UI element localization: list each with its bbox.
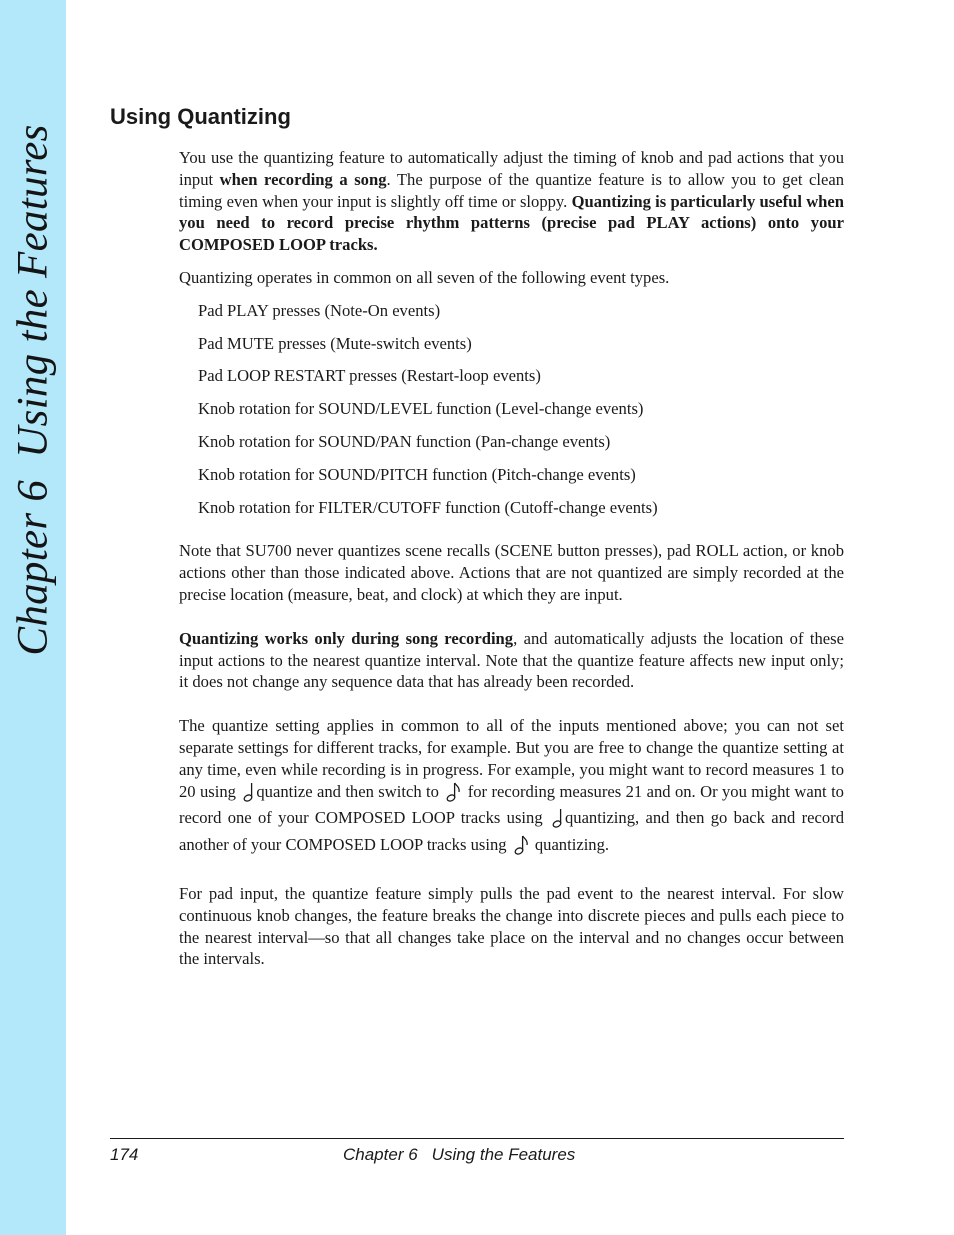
body-content: [179, 147, 844, 970]
list-item: Knob rotation for SOUND/PITCH function (Pitch-change events): [198, 464, 636, 484]
footer-title: Using the Features: [431, 1145, 576, 1164]
setting-text-2: quantize and then switch to: [256, 781, 444, 801]
intro-paragraph: [179, 147, 844, 256]
setting-text-5: quantizing.: [530, 835, 610, 855]
setting-text-3: for recording measures 21 and on. Or you might want to record one of your COMPOSED LOOP tracks using: [179, 781, 844, 828]
intro-bold-2: Quantizing is particularly useful when you need to record precise rhythm patterns (precise pad PLAY actions) onto your COMPOSED LOOP tracks.: [179, 191, 844, 255]
side-chapter-label: Chapter 6: [9, 479, 57, 656]
list-item: Knob rotation for FILTER/CUTOFF function (Cutoff-change events): [198, 497, 658, 517]
side-chapter-title: Using the Features: [9, 124, 57, 458]
recording-bold: Quantizing works only during song recording: [179, 628, 514, 648]
chapter-side-title: [9, 124, 58, 655]
chapter-side-band: [0, 0, 66, 1235]
list-item: Knob rotation for SOUND/PAN function (Pan-change events): [198, 431, 611, 451]
events-intro: Quantizing operates in common on all seven of the following event types.: [179, 267, 670, 287]
footer-rule: [110, 1138, 844, 1139]
eighth-note-icon: [445, 782, 461, 808]
eighth-note-icon: [513, 835, 529, 861]
setting-text-1: The quantize setting applies in common to all of the inputs mentioned above; you can not set separate settings for different tracks, for example. But you are free to change the quantize setting at any time, even while recording is in progress. For example, you might want to record measures 1 to 20 using: [179, 716, 844, 801]
intro-text-2: . The purpose of the quantize feature is to allow you to get clean timing even when your input is slightly off time or sloppy.: [179, 169, 844, 211]
pad-input-paragraph: For pad input, the quantize feature simply pulls the pad event to the nearest interval. For slow continuous knob changes, the feature breaks the change into discrete pieces and pulls each piece to the nearest interval—so that all changes take place on the interval and no changes occur between the intervals.: [179, 883, 844, 969]
section-heading: Using Quantizing: [110, 104, 291, 129]
quarter-note-icon: [242, 782, 254, 808]
list-item: Pad LOOP RESTART presses (Restart-loop events): [198, 366, 541, 386]
list-item: Pad MUTE presses (Mute-switch events): [198, 333, 472, 353]
note-paragraph: Note that SU700 never quantizes scene recalls (SCENE button presses), pad ROLL action, or knob actions other than those indicated above. Actions that are not quantized are simply recorded at the precise location (measure, beat, and clock) at which they are input.: [179, 541, 844, 604]
list-item: Knob rotation for SOUND/LEVEL function (Level-change events): [198, 399, 644, 419]
setting-paragraph: [179, 715, 844, 861]
recording-text: , and automatically adjusts the location of these input actions to the nearest quantize interval. Note that the quantize feature affects new input only; it does not change any sequence data that has already been recorded.: [179, 628, 844, 692]
intro-bold-1: when recording a song: [219, 169, 387, 189]
page-number: 174: [110, 1145, 139, 1164]
intro-text-1: You use the quantizing feature to automatically adjust the timing of knob and pad actions that you input: [179, 148, 844, 189]
footer-chapter-label: Chapter 6: [343, 1145, 418, 1164]
list-item: Pad PLAY presses (Note-On events): [198, 300, 441, 320]
quarter-note-icon: [551, 808, 563, 834]
footer-chapter-title: [343, 1145, 575, 1165]
setting-text-4: quantizing, and then go back and record another of your COMPOSED LOOP tracks using: [179, 808, 844, 855]
event-list: [179, 300, 844, 519]
recording-paragraph: [179, 628, 844, 693]
